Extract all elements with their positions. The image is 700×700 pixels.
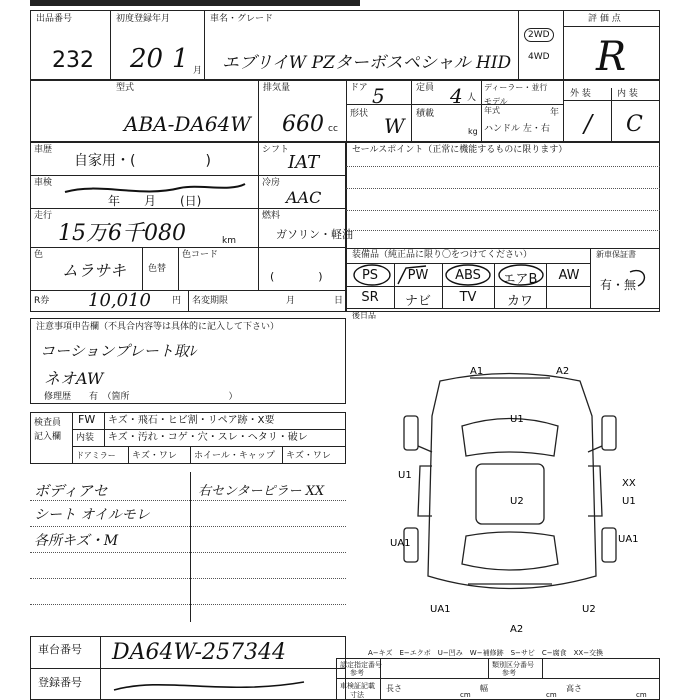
equipment-label: 装備品（純正品に限り〇をつけてください） xyxy=(352,250,533,260)
color-value: ムラサキ xyxy=(62,261,127,280)
equip-leather: カワ xyxy=(506,294,533,309)
width-label: 幅 xyxy=(480,684,488,693)
recycle-unit: 円 xyxy=(172,296,182,306)
shape-label: 形状 xyxy=(350,109,369,119)
score-value: R xyxy=(596,34,627,80)
interior-value: C xyxy=(626,112,643,137)
mark-a2-front: A2 xyxy=(556,366,570,377)
capacity-label: 定員 xyxy=(416,83,435,93)
remark-left-2: シート オイルモレ xyxy=(34,507,150,523)
reg-year: 20 xyxy=(130,44,164,74)
color-change-label: 色替 xyxy=(148,264,167,274)
mark-u1-left: U1 xyxy=(398,470,412,481)
equip-pw: PW xyxy=(407,268,429,283)
inspector-row3-head: ドアミラー xyxy=(76,451,116,460)
mileage-label: 走行 xyxy=(34,211,53,221)
displacement-value: 660 xyxy=(282,112,324,137)
mileage-unit: km xyxy=(222,236,236,246)
equip-tv: TV xyxy=(459,290,477,305)
equip-abs: ABS xyxy=(455,268,481,283)
chassis-value: DA64W-257344 xyxy=(112,640,286,665)
year-unit: 年 xyxy=(550,108,560,118)
dealer-label: ディーラー・並行 xyxy=(484,83,548,92)
fuel-value: ガソリン・軽油 xyxy=(276,228,353,241)
mark-xx-right: XX xyxy=(622,478,636,489)
month-unit: 月 xyxy=(193,66,203,76)
inspector-row2-text: キズ・汚れ・コゲ・穴・スレ・ヘタリ・破レ xyxy=(108,432,308,443)
new-car-value: 有・無 xyxy=(600,278,637,292)
exterior-label: 外 装 xyxy=(570,89,591,99)
reg-number-scribble xyxy=(104,672,344,698)
displacement-label: 排気量 xyxy=(263,83,291,93)
capacity-value: 4 xyxy=(450,84,463,108)
mark-u2-rear: U2 xyxy=(582,604,596,615)
rear-label: 後日品 xyxy=(352,311,376,320)
damage-legend: A−キズ E−エクボ U−凹み W−補修跡 S−サビ C−腐食 XX−交換 xyxy=(368,649,604,657)
interior-label: 内 装 xyxy=(617,89,638,99)
inspector-label-2: 記入欄 xyxy=(34,432,62,442)
equip-aw: AW xyxy=(558,268,580,283)
usage-label: 車歴 xyxy=(34,145,53,155)
inspector-row3-text: キズ・ワレ xyxy=(132,451,177,461)
dim-label-2: 寸法 xyxy=(350,691,364,699)
doors-label: ドア xyxy=(350,83,368,93)
remark-left-1: ボディアセ xyxy=(34,482,108,500)
load-unit: kg xyxy=(468,127,478,136)
repair-label: 修理歴 有 （箇所 ） xyxy=(44,392,238,402)
inspector-row1-head: FW xyxy=(78,413,96,426)
fuel-label: 燃料 xyxy=(262,211,281,221)
ac-label: 冷房 xyxy=(262,178,281,188)
doors-value: 5 xyxy=(372,84,385,108)
capacity-unit: 人 xyxy=(467,93,477,103)
height-cm: cm xyxy=(636,691,647,699)
height-label: 高さ xyxy=(566,684,582,693)
equip-navi: ナビ xyxy=(404,294,431,309)
lot-label: 出品番号 xyxy=(36,14,73,24)
exterior-value: / xyxy=(584,110,593,138)
type-label-1: 類別区分番号 xyxy=(492,661,534,669)
month-label-2: 月 xyxy=(286,296,296,306)
notes-label: 注意事項申告欄（不具合内容等は具体的に記入して下さい） xyxy=(36,322,280,332)
handle-label: ハンドル 左・右 xyxy=(484,124,550,134)
length-cm: cm xyxy=(460,691,471,699)
remark-right-1: 右センターピラー XX xyxy=(198,484,325,499)
recycle-value: 10,010 xyxy=(88,290,151,311)
equip-airbag: エアB xyxy=(502,272,538,287)
type-label-2: 参考 xyxy=(502,669,516,677)
fuel-paren: ( ) xyxy=(270,270,323,283)
score-label: 評 価 点 xyxy=(588,14,621,24)
equip-sr: SR xyxy=(361,290,379,305)
shape-value: W xyxy=(384,114,405,138)
cert-label-1: 認定指定番号 xyxy=(340,661,382,669)
length-label: 長さ xyxy=(386,684,402,693)
inspector-row3-head2: ホイール・キャップ xyxy=(194,451,275,461)
mark-a1-front: A1 xyxy=(470,366,484,377)
remarks-divider xyxy=(190,472,191,622)
model-year-label: モデル年式 xyxy=(484,97,508,115)
mark-u1-hood: U1 xyxy=(510,414,524,425)
car-damage-diagram xyxy=(360,356,660,636)
shift-value: IAT xyxy=(288,152,320,173)
mark-u2-roof: U2 xyxy=(510,496,524,507)
name-label: 車名・グレード xyxy=(210,14,274,24)
reg-label: 初度登録年月 xyxy=(116,14,171,24)
notes-line2: ネオAW xyxy=(44,369,104,388)
notes-line1: コーションプレート取ﾚ xyxy=(40,342,197,360)
displacement-unit: cc xyxy=(328,124,338,134)
reg-month: 1 xyxy=(172,44,189,74)
mark-a2-rear: A2 xyxy=(510,624,524,635)
inspector-label-1: 検査員 xyxy=(34,418,62,428)
model-value: ABA-DA64W xyxy=(124,112,251,136)
inspector-row2-head: 内装 xyxy=(76,433,95,443)
color-code-label: 色コード xyxy=(182,250,219,260)
inspection-value: 年 月 (日) xyxy=(108,194,202,208)
equip-ps: PS xyxy=(361,268,379,283)
chassis-label: 車台番号 xyxy=(38,643,82,656)
mileage-value: 15万6千080 xyxy=(58,221,186,246)
mark-ua1-right: UA1 xyxy=(618,534,639,545)
ac-value: AAC xyxy=(286,188,322,207)
remark-left-3: 各所キズ・M xyxy=(34,533,119,549)
mark-ua1-left: UA1 xyxy=(390,538,411,549)
inspector-row3-text2: キズ・ワレ xyxy=(286,451,331,461)
top-banner-fragment xyxy=(30,0,360,6)
inspection-label: 車検 xyxy=(34,178,53,188)
lot-number: 232 xyxy=(52,48,94,73)
reg-number-label: 登録番号 xyxy=(38,676,82,689)
sales-point-label: セールスポイント（正常に機能するものに限ります） xyxy=(352,145,568,155)
recycle-label: R券 xyxy=(34,296,50,306)
new-car-label: 新車保証書 xyxy=(596,250,636,259)
equipment-circles xyxy=(346,260,660,290)
dim-label-1: 車検証記載 xyxy=(340,682,375,690)
mark-ua1-rear: UA1 xyxy=(430,604,451,615)
name-change-label: 名変期限 xyxy=(192,296,229,306)
color-label: 色 xyxy=(34,250,44,260)
usage-value: 自家用・( ) xyxy=(74,153,211,169)
load-label: 積載 xyxy=(416,109,435,119)
mark-u1-right: U1 xyxy=(622,496,636,507)
model-label: 型式 xyxy=(116,83,135,93)
inspector-row1-text: キズ・飛石・ヒビ割・リペア跡・X要 xyxy=(108,415,275,426)
drive-4wd: 4WD xyxy=(528,52,550,62)
shift-label: シフト xyxy=(262,145,290,155)
name-value: エブリイW PZターボスペシャル HID xyxy=(222,53,512,73)
width-cm: cm xyxy=(546,691,557,699)
day-label: 日 xyxy=(334,296,344,306)
drive-2wd: 2WD xyxy=(524,28,554,42)
cert-label-2: 参考 xyxy=(350,669,364,677)
